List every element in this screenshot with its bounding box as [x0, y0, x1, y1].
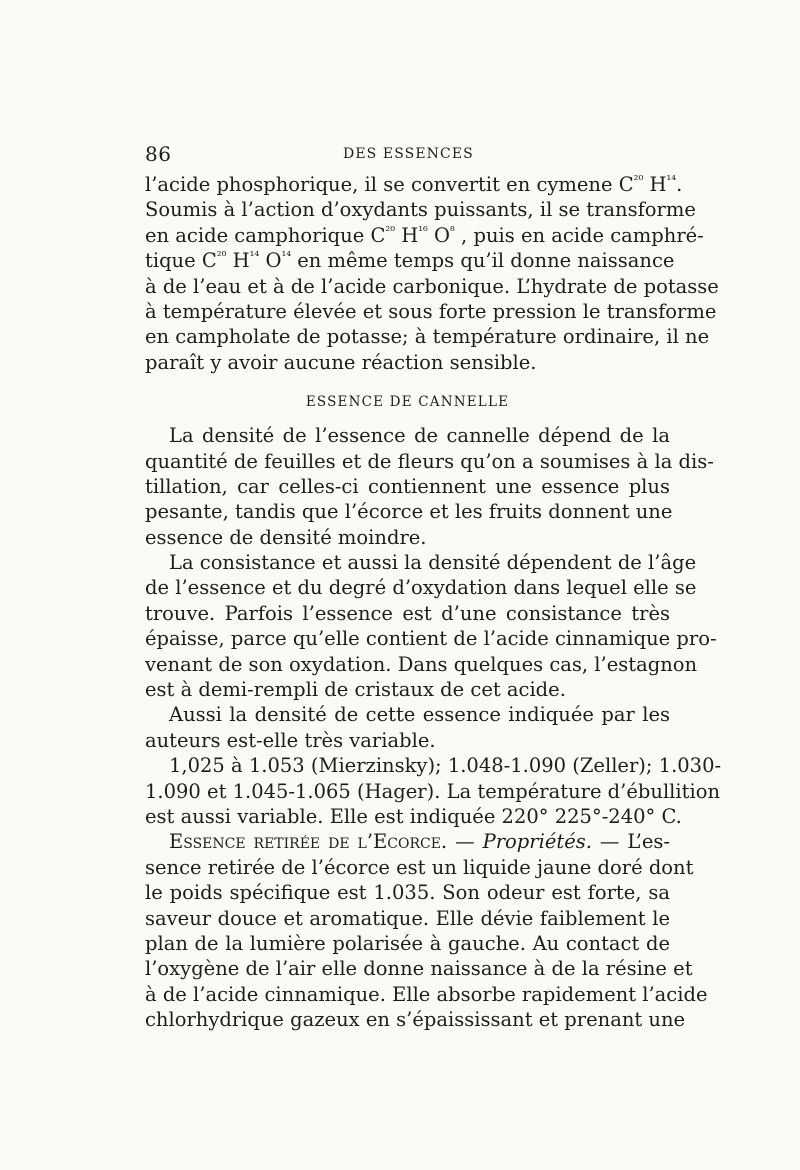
- header-title: DES ESSENCES: [343, 146, 474, 162]
- text-line: chlorhydrique gazeux en s’épaississant et prenant une: [145, 1008, 686, 1032]
- text-line: La consistance et aussi la densité dépendent de l’âge: [169, 551, 697, 575]
- text-line: à de l’acide cinnamique. Elle absorbe rapidement l’acide: [145, 982, 708, 1006]
- text-line: trouve. Parfois l’essence est d’une consistance très: [145, 601, 670, 625]
- body-text: [145, 172, 722, 1033]
- text-line: 1,025 à 1.053 (Mierzinsky); 1.048-1.090 (Zeller); 1.030-: [169, 754, 722, 778]
- text-line: paraît y avoir aucune réaction sensible.: [145, 350, 537, 374]
- text-line: saveur douce et aromatique. Elle dévie faiblement le: [145, 906, 670, 930]
- text-line: à de l’eau et à de l’acide carbonique. L’hydrate de potasse: [145, 274, 719, 298]
- text-line: tique $C^{^{20}}$ $H^{^{14}}$ $O^{^{14}}$ en même temps qu’il donne naissance: [145, 249, 675, 273]
- text-line: pesante, tandis que l’écorce et les fruits donnent une: [145, 500, 673, 524]
- text-line: est aussi variable. Elle est indiquée 220° 225°-240° C.: [145, 804, 682, 828]
- text-line: le poids spécifique est 1.035. Son odeur est forte, sa: [145, 881, 670, 905]
- subsection-title: Essence retirée de l’Ecorce.: [169, 830, 448, 854]
- text-line: tillation, car celles-ci contiennent une essence plus: [145, 474, 670, 498]
- text-line: venant de son oxydation. Dans quelques cas, l’estagnon: [145, 652, 698, 676]
- text-line: plan de la lumière polarisée à gauche. Au contact de: [145, 931, 670, 955]
- text-line: sence retirée de l’écorce est un liquide jaune doré dont: [145, 855, 694, 879]
- text-line: auteurs est-elle très variable.: [145, 728, 436, 752]
- text-line: est à demi-rempli de cristaux de cet acide.: [145, 678, 566, 702]
- text-line: l’oxygène de l’air elle donne naissance à de la résine et: [145, 957, 693, 981]
- text-line: de l’essence et du degré d’oxydation dans lequel elle se: [145, 576, 697, 600]
- running-head: [145, 142, 670, 170]
- text-line: l’acide phosphorique, il se convertit en cymene $C^{^{20}}$ $H^{^{14}}$.: [145, 173, 683, 196]
- text-line: Essence retirée de l’Ecorce. — Propriétés. — L’es-: [169, 830, 671, 854]
- text-line: épaisse, parce qu’elle contient de l’acide cinnamique pro-: [145, 627, 717, 651]
- text-line: essence de densité moindre.: [145, 525, 427, 549]
- subsection-subtitle: Propriétés.: [482, 830, 592, 854]
- text-line: La densité de l’essence de cannelle dépend de la: [169, 424, 670, 448]
- page-number: 86: [145, 142, 172, 166]
- text-line: quantité de feuilles et de fleurs qu’on a soumises à la dis-: [145, 449, 714, 473]
- text-line: à température élevée et sous forte pression le transforme: [145, 299, 717, 323]
- text-line: 1.090 et 1.045-1.065 (Hager). La température d’ébullition: [145, 779, 721, 803]
- text-line: Aussi la densité de cette essence indiquée par les: [169, 703, 670, 727]
- text-line: en acide camphorique $C^{^{20}}$ $H^{^{16}}$ $O^{^8}$ , puis en acide camphré-: [145, 223, 704, 247]
- section-heading: ESSENCE DE CANNELLE: [305, 394, 510, 411]
- text-line: en campholate de potasse; à température ordinaire, il ne: [145, 325, 710, 349]
- text-line: Soumis à l’action d’oxydants puissants, il se transforme: [145, 198, 696, 222]
